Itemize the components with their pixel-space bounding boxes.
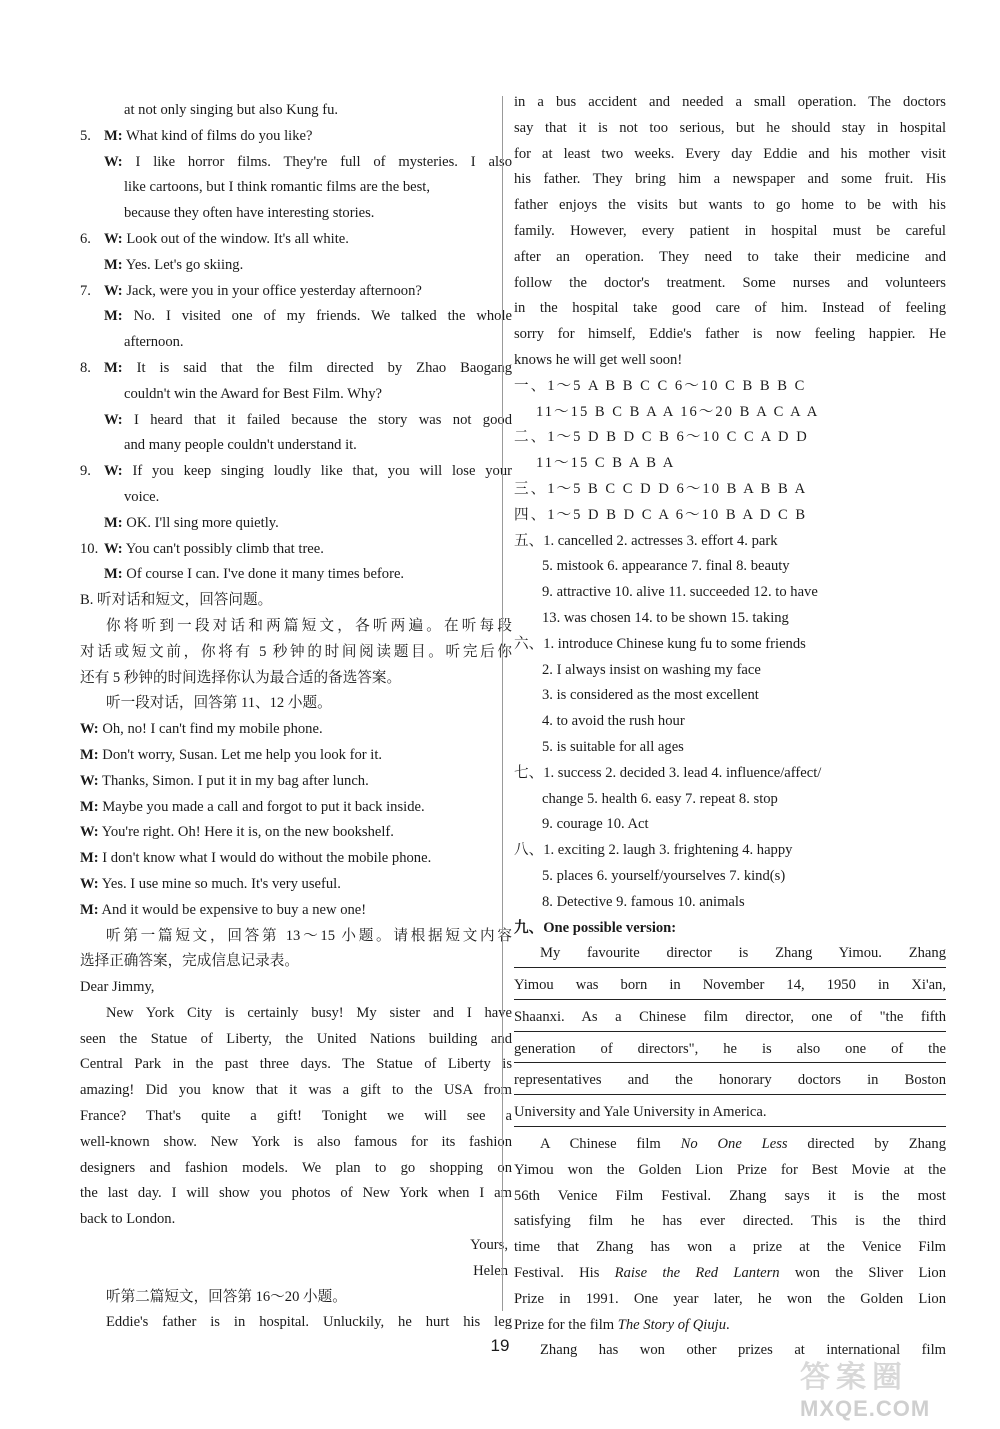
text-run: won the Sliver Lion bbox=[779, 1265, 946, 1282]
text-line: 5. places 6. yourself/yourselves 7. kind(s) bbox=[542, 867, 786, 884]
speaker-label: W: bbox=[80, 721, 99, 738]
dialog-text: You can't possibly climb that tree. bbox=[125, 540, 324, 557]
text-line: after an operation. They need to take their medicine and bbox=[514, 248, 946, 265]
text-line: 9. courage 10. Act bbox=[542, 816, 649, 833]
text-line: Prize in 1991. One year later, he won the Golden Lion bbox=[514, 1290, 946, 1307]
text-line: 11～15 C B A B A bbox=[536, 455, 676, 472]
dialog-text: If you keep singing loudly like that, you will lose your bbox=[132, 463, 512, 480]
speaker-label: W: bbox=[104, 153, 123, 170]
speaker-label: W: bbox=[80, 875, 99, 892]
text-run: directed by Zhang bbox=[787, 1136, 946, 1153]
item-number: 6. bbox=[80, 230, 91, 247]
text-line: 听第一篇短文，回答第 13～15 小题。请根据短文内容 bbox=[106, 927, 512, 944]
text-line: 二、1～5 D B D C B 6～10 C C A D D bbox=[514, 429, 809, 446]
text-line: Shaanxi. As a Chinese film director, one of "the fifth bbox=[514, 1005, 946, 1032]
text-line: 56th Venice Film Festival. Zhang says it is the most bbox=[514, 1187, 946, 1204]
text-line bbox=[80, 150, 512, 176]
dialog-text: Don't worry, Susan. Let me help you look for it. bbox=[102, 746, 383, 763]
speaker-label: W: bbox=[104, 282, 123, 299]
text-line: the last day. I will show you photos of New York when I am bbox=[80, 1185, 512, 1202]
text-line: representatives and the honorary doctors in Boston bbox=[514, 1068, 946, 1095]
text-line: 5. is suitable for all ages bbox=[542, 738, 684, 755]
speaker-label: M: bbox=[104, 514, 123, 531]
text-line bbox=[80, 511, 512, 537]
text-line: time that Zhang has won a prize at the Venice Film bbox=[514, 1239, 946, 1256]
speaker-label: W: bbox=[80, 772, 99, 789]
text-line bbox=[80, 279, 512, 305]
text-line bbox=[80, 562, 512, 588]
text-line: 八、1. exciting 2. laugh 3. frightening 4. happy bbox=[514, 842, 793, 859]
text-line: Yimou won the Golden Lion Prize for Best Movie at the bbox=[514, 1161, 946, 1178]
speaker-label: M: bbox=[104, 359, 123, 376]
text-line: Central Park in the past three days. The Statue of Liberty is bbox=[80, 1056, 512, 1073]
speaker-label: M: bbox=[80, 746, 99, 763]
text-line: 三、1～5 B C C D D 6～10 B A B B A bbox=[514, 480, 808, 497]
text-line: University and Yale University in America. bbox=[514, 1100, 946, 1127]
text-line: afternoon. bbox=[124, 334, 184, 351]
text-line: knows he will get well soon! bbox=[514, 351, 683, 368]
text-line: 你将听到一段对话和两篇短文，各听两遍。在听每段 bbox=[106, 617, 512, 634]
text-line: 4. to avoid the rush hour bbox=[542, 713, 685, 730]
text-line: New York City is certainly busy! My sister and I have bbox=[106, 1004, 512, 1021]
text-line: 2. I always insist on washing my face bbox=[542, 661, 761, 678]
item-number: 10. bbox=[80, 540, 99, 557]
text-run: . bbox=[726, 1316, 730, 1333]
speaker-label: M: bbox=[104, 308, 123, 325]
left-column bbox=[80, 98, 512, 1336]
text-line: 七、1. success 2. decided 3. lead 4. influence/affect/ bbox=[514, 764, 822, 781]
text-line bbox=[80, 459, 512, 485]
text-line bbox=[80, 124, 512, 150]
text-line: because they often have interesting stories. bbox=[124, 205, 375, 222]
text-line: generation of directors", he is also one of the bbox=[514, 1037, 946, 1064]
dialog-text: I don't know what I would do without the mobile phone. bbox=[102, 850, 432, 867]
text-line: France? That's quite a gift! Tonight we will see a bbox=[80, 1108, 512, 1125]
text-line: Zhang has won other prizes at international film bbox=[540, 1342, 946, 1359]
text-line: Yours, bbox=[470, 1237, 508, 1254]
text-line: like cartoons, but I think romantic films are the best, bbox=[124, 179, 430, 196]
item-number: 9. bbox=[80, 463, 91, 480]
text-line: 9. attractive 10. alive 11. succeeded 12. to have bbox=[542, 584, 818, 601]
text-line: 选择正确答案，完成信息记录表。 bbox=[80, 953, 299, 970]
dialog-text: No. I visited one of my friends. We talked the whole bbox=[133, 308, 512, 325]
text-line: amazing! Did you know that it was a gift to the USA from bbox=[80, 1082, 512, 1099]
text-run: A Chinese film bbox=[540, 1136, 681, 1153]
text-line: voice. bbox=[124, 488, 160, 505]
text-line: follow the doctor's treatment. Some nurses and volunteers bbox=[514, 274, 946, 291]
text-line bbox=[514, 1261, 946, 1287]
dialog-text: Jack, were you in your office yesterday afternoon? bbox=[126, 282, 422, 299]
dialog-text: I like horror films. They're full of mysteries. I also bbox=[135, 153, 512, 170]
dialog-text: Yes. I use mine so much. It's very useful. bbox=[101, 875, 341, 892]
text-line: 8. Detective 9. famous 10. animals bbox=[542, 893, 745, 910]
text-line: 11～15 B C B A A 16～20 B A C A A bbox=[536, 403, 820, 420]
speaker-label: W: bbox=[104, 540, 123, 557]
text-line bbox=[514, 1313, 946, 1339]
text-line bbox=[80, 795, 512, 821]
dialog-text: Maybe you made a call and forgot to put it back inside. bbox=[102, 798, 425, 815]
text-line: for at least two weeks. Every day Eddie and his mother visit bbox=[514, 145, 946, 162]
item-number: 5. bbox=[80, 127, 91, 144]
text-line: 听第二篇短文，回答第 16～20 小题。 bbox=[106, 1288, 347, 1305]
item-number: 8. bbox=[80, 359, 91, 376]
dialog-text: And it would be expensive to buy a new one! bbox=[101, 901, 367, 918]
text-line bbox=[80, 769, 512, 795]
dialog-text: Look out of the window. It's all white. bbox=[126, 230, 349, 247]
text-line: Eddie's father is in hospital. Unluckily, he hurt his leg bbox=[106, 1314, 512, 1331]
text-line: 九、One possible version: bbox=[514, 919, 677, 936]
text-line: 五、1. cancelled 2. actresses 3. effort 4. park bbox=[514, 532, 778, 549]
text-line: designers and fashion models. We plan to go shopping on bbox=[80, 1159, 512, 1176]
speaker-label: W: bbox=[104, 230, 123, 247]
text-line: in the hospital take good care of him. Instead of feeling bbox=[514, 300, 946, 317]
text-line: seen the Statue of Liberty, the United Nations building and bbox=[80, 1030, 512, 1047]
dialog-text: It is said that the film directed by Zhao Baogang bbox=[136, 359, 512, 376]
text-line: 六、1. introduce Chinese kung fu to some friends bbox=[514, 635, 806, 652]
text-line bbox=[80, 304, 512, 330]
speaker-label: M: bbox=[80, 901, 99, 918]
text-line: say that it is not too serious, but he should stay in hospital bbox=[514, 119, 946, 136]
text-run: Prize for the film bbox=[514, 1316, 618, 1333]
text-line: well-known show. New York is also famous for its fashion bbox=[80, 1133, 512, 1150]
text-line bbox=[80, 227, 512, 253]
text-line: at not only singing but also Kung fu. bbox=[124, 102, 339, 118]
text-line bbox=[80, 717, 512, 743]
text-line: couldn't win the Award for Best Film. Why? bbox=[124, 385, 382, 402]
dialog-text: I heard that it failed because the story was not good bbox=[134, 411, 512, 428]
speaker-label: W: bbox=[104, 463, 123, 480]
text-line: 对话或短文前，你将有 5 秒钟的时间阅读题目。听完后你 bbox=[80, 643, 512, 660]
text-line: back to London. bbox=[80, 1211, 176, 1228]
text-line: B. 听对话和短文，回答问题。 bbox=[80, 592, 273, 609]
speaker-label: W: bbox=[104, 411, 123, 428]
text-line bbox=[80, 898, 512, 924]
film-title: Raise the Red Lantern bbox=[614, 1265, 780, 1282]
text-line: Yimou was born in November 14, 1950 in Xi'an, bbox=[514, 973, 946, 1000]
speaker-label: W: bbox=[80, 824, 99, 841]
text-line bbox=[80, 846, 512, 872]
text-line: his father. They bring him a newspaper and some fruit. His bbox=[514, 171, 946, 188]
text-line: Helen bbox=[473, 1262, 508, 1279]
watermark-logo bbox=[800, 1352, 980, 1422]
text-line: 5. mistook 6. appearance 7. final 8. beauty bbox=[542, 558, 790, 575]
text-line: 还有 5 秒钟的时间选择你认为最合适的备选答案。 bbox=[80, 669, 402, 686]
page-number: 19 bbox=[490, 1336, 510, 1355]
speaker-label: M: bbox=[104, 127, 123, 144]
text-line: 听一段对话，回答第 11、12 小题。 bbox=[106, 695, 332, 712]
dialog-text: Oh, no! I can't find my mobile phone. bbox=[102, 721, 323, 738]
text-line bbox=[80, 537, 512, 563]
text-line: satisfying film he has ever directed. This is the third bbox=[514, 1213, 946, 1230]
text-line: Dear Jimmy, bbox=[80, 979, 155, 996]
text-line: father enjoys the visits but wants to go home to be with his bbox=[514, 197, 946, 214]
right-column bbox=[514, 90, 946, 1364]
text-line bbox=[80, 743, 512, 769]
text-line: 四、1～5 D B D C A 6～10 B A D C B bbox=[514, 506, 808, 523]
dialog-text: You're right. Oh! Here it is, on the new bookshelf. bbox=[101, 824, 394, 841]
text-line: sorry for himself, Eddie's father is now feeling happier. He bbox=[514, 326, 946, 343]
text-line bbox=[80, 820, 512, 846]
dialog-text: OK. I'll sing more quietly. bbox=[126, 514, 279, 531]
speaker-label: M: bbox=[104, 566, 123, 583]
dialog-text: What kind of films do you like? bbox=[126, 127, 313, 144]
text-line: 3. is considered as the most excellent bbox=[542, 687, 759, 704]
text-line: 一、1～5 A B B C C 6～10 C B B B C bbox=[514, 377, 807, 394]
watermark-bottom-text: MXQE.COM bbox=[800, 1396, 931, 1421]
text-line: in a bus accident and needed a small operation. The doctors bbox=[514, 94, 946, 110]
text-line: family. However, every patient in hospital must be careful bbox=[514, 222, 946, 239]
text-line: change 5. health 6. easy 7. repeat 8. stop bbox=[542, 790, 778, 807]
dialog-text: Thanks, Simon. I put it in my bag after lunch. bbox=[102, 772, 369, 789]
text-line bbox=[80, 253, 512, 279]
film-title: The Story of Qiuju bbox=[617, 1316, 726, 1333]
dialog-text: Yes. Let's go skiing. bbox=[125, 256, 244, 273]
speaker-label: M: bbox=[104, 256, 123, 273]
text-run: Festival. His bbox=[514, 1265, 615, 1282]
text-line bbox=[80, 356, 512, 382]
speaker-label: M: bbox=[80, 850, 99, 867]
text-line bbox=[514, 1132, 946, 1158]
film-title: No One Less bbox=[680, 1136, 788, 1153]
text-line: and many people couldn't understand it. bbox=[124, 437, 357, 454]
speaker-label: M: bbox=[80, 798, 99, 815]
text-line: 13. was chosen 14. to be shown 15. taking bbox=[542, 609, 789, 626]
text-line bbox=[80, 872, 512, 898]
dialog-text: Of course I can. I've done it many times before. bbox=[126, 566, 405, 583]
text-line: My favourite director is Zhang Yimou. Zhang bbox=[514, 941, 946, 968]
text-line bbox=[80, 408, 512, 434]
column-divider bbox=[502, 96, 503, 1311]
item-number: 7. bbox=[80, 282, 91, 299]
watermark-top-text: 答案圈 bbox=[800, 1360, 908, 1395]
